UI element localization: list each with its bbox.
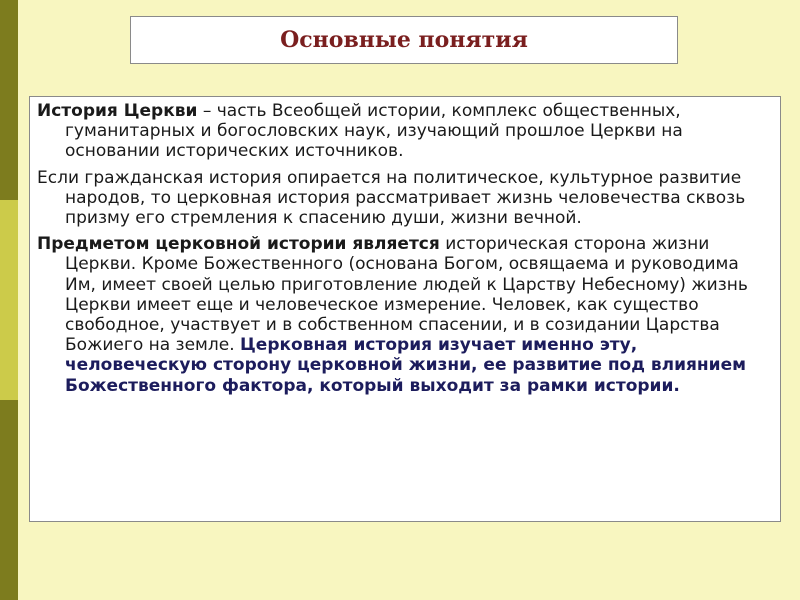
subject-text: историческая сторона жизни Церкви. Кроме Божественного (основана Богом, освящаема и руководима Им, имеет своей целью приготовление людей к Царству Небесному) жизнь Церкви имеет еще и человеческое измерение. Человек, как существо свободное, участвует и в собственном спасении, и в созидании Царства Божиего на земле. <box>65 234 748 356</box>
definition-text: – часть Всеобщей истории, комплекс общественных, гуманитарных и богословских наук, изучающий прошлое Церкви на основании исторических источников. <box>65 101 683 162</box>
slide-title: Основные понятия <box>280 27 528 53</box>
left-accent-bar-top <box>0 0 18 200</box>
left-accent-bar-bottom <box>0 400 18 600</box>
paragraph-definition <box>37 101 774 162</box>
left-accent-bar-middle <box>0 200 18 400</box>
paragraph-subject <box>37 234 774 396</box>
subject-conclusion: Церковная история изучает именно эту, человеческую сторону церковной жизни, ее развитие под влиянием Божественного фактора, который выходит за рамки истории. <box>65 335 747 396</box>
paragraph-comparison <box>37 168 774 229</box>
term-church-history: История Церкви <box>37 101 198 121</box>
comparison-text: Если гражданская история опирается на политическое, культурное развитие народов, то церковная история рассматривает жизнь человечества сквозь призму его стремления к спасению души, жизни вечной. <box>37 167 746 229</box>
subject-lead: Предметом церковной истории является <box>37 234 440 255</box>
title-box <box>130 16 678 64</box>
content-box <box>29 96 781 522</box>
